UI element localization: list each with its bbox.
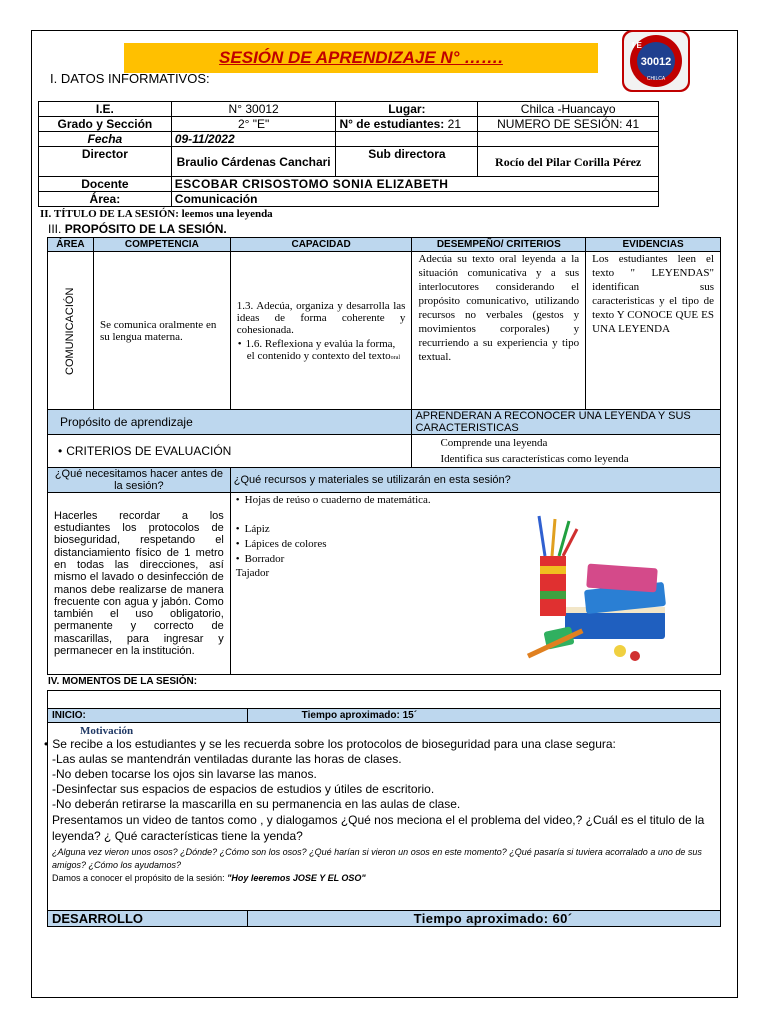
momento-line-8-pre: Damos a conocer el propósito de la sesión:	[52, 873, 228, 883]
logo-sub-text: CHILCA	[646, 76, 666, 82]
momento-line-3: -No deben tocarse los ojos sin lavarse las manos.	[52, 767, 317, 781]
subdirectora-value: Rocío del Pilar Corilla Pérez	[478, 147, 659, 177]
criterios-label: CRITERIOS DE EVALUACIÓN	[66, 444, 232, 458]
director-label: Director	[39, 147, 172, 177]
momento-line-6: Presentamos un video de tantos como , y dialogamos ¿Qué nos meciona el el problema del video,? ¿Cuál es el titulo de la leyenda? ¿ Qué características tiene la yenda?	[52, 813, 705, 843]
header-desempeno: DESEMPEÑO/ CRITERIOS	[412, 238, 586, 252]
docente-label: Docente	[39, 177, 172, 192]
criterios-values-cell	[412, 435, 721, 468]
capacidad-cell	[230, 252, 412, 410]
momento-line-1-wrap	[44, 737, 708, 752]
desarrollo-label: DESARROLLO	[48, 911, 248, 927]
grado-label: Grado y Sección	[39, 117, 172, 132]
area-vertical-text: COMUNICACIÓN	[64, 286, 77, 375]
momento-line-7: ¿Alguna vez vieron unos osos? ¿Dónde? ¿Cómo son los osos? ¿Qué harían si vieron un osos en este momento? ¿Qué pasaría si tuviera acorralado a uno de sus amigos? ¿Cómo los ayudamos?	[52, 847, 702, 870]
momento-line-8	[52, 872, 716, 885]
momento-line-8-bold: "Hoy leeremos JOSE Y EL OSO"	[227, 873, 366, 883]
lugar-value: Chilca -Huancayo	[478, 102, 659, 117]
bullet	[44, 737, 52, 751]
criterios-label-wrap	[54, 444, 408, 458]
desempeno-cell: Adecúa su texto oral leyenda a la situación comunicativa y a sus interlocutores considerando el propósito comunicativo, utilizando recursos no verbales (gestos y movimientos corporales) y recurriendo a su experiencia y tipo textual.	[412, 252, 586, 410]
inicio-time: Tiempo aproximado: 15´	[247, 709, 720, 723]
competencia-cell: Se comunica oralmente en su lengua materna.	[93, 252, 230, 410]
recurso-item: • Borrador	[236, 552, 717, 567]
recurso-item: • Lápices de colores	[236, 537, 717, 552]
criterio-1: Comprende una leyenda	[440, 437, 548, 449]
proposito-heading-label: PROPÓSITO DE LA SESIÓN.	[64, 222, 227, 236]
momento-line-5: -No deberán retirarse la mascarilla en su permanencia en las aulas de clase.	[52, 797, 461, 811]
header-evidencias: EVIDENCIAS	[586, 238, 721, 252]
capacidad-2-wrap	[237, 338, 406, 362]
desarrollo-time: Tiempo aproximado: 60´	[247, 911, 720, 927]
school-supplies-image	[525, 511, 680, 671]
titulo-sesion	[40, 208, 273, 220]
docente-value: ESCOBAR CRISOSTOMO SONIA ELIZABETH	[171, 177, 658, 192]
empty-cell	[336, 132, 478, 147]
recurso-tajador: Tajador	[235, 567, 270, 579]
bullet	[238, 338, 246, 350]
inicio-content	[48, 723, 721, 911]
pregunta-recursos: ¿Qué recursos y materiales se utilizarán en esta sesión?	[230, 468, 720, 493]
momentos-table	[47, 690, 721, 927]
momentos-empty-row	[48, 691, 721, 709]
fecha-label: Fecha	[39, 132, 172, 147]
num-estudiantes-cell	[336, 117, 478, 132]
momentos-heading: IV. MOMENTOS DE LA SESIÓN:	[48, 676, 198, 687]
capacidad-2: 1.6. Reflexiona y evalúa la forma, el contenido y contexto del texto	[245, 337, 396, 362]
proposito-table	[47, 237, 721, 675]
num-estudiantes-value: 21	[447, 117, 462, 131]
proposito-aprendizaje-label: Propósito de aprendizaje	[48, 410, 412, 435]
evidencias-cell: Los estudiantes leen el texto " LEYENDAS" identifican sus caracteristicas y el tipo de texto Y CONOCE QUE ES UNA LEYENDA	[586, 252, 721, 410]
ie-value: N° 30012	[171, 102, 336, 117]
header-capacidad: CAPACIDAD	[230, 238, 412, 252]
fecha-value: 09-11/2022	[171, 132, 336, 147]
momento-line-2: -Las aulas se mantendrán ventiladas durante las horas de clases.	[52, 752, 402, 766]
criterio-2: Identifica sus características como leyenda	[440, 453, 629, 465]
datos-informativos-heading: I. DATOS INFORMATIVOS:	[50, 71, 210, 86]
pregunta-antes: ¿Qué necesitamos hacer antes de la sesión?	[48, 468, 231, 493]
capacidad-2-small: oral	[390, 354, 400, 361]
grado-value: 2° "E"	[171, 117, 336, 132]
proposito-aprendizaje-value: APRENDERAN A RECONOCER UNA LEYENDA Y SUS CARACTERISTICAS	[412, 410, 721, 435]
recurso-item: • Hojas de reúso o cuaderno de matemática.	[236, 493, 717, 508]
num-estudiantes-label: N° de estudiantes:	[339, 117, 445, 131]
antes-cell: Hacerles recordar a los estudiantes los protocolos de bioseguridad, respetando el distanciamiento físico de 1 metro en todas las direcciones, así mismo el lavado o desinfección de manos debe realizarse de manera frecuente con agua y jabón. Como también el uso obligatorio, permanente y correcto de mascarillas, para ingresar y permanecer en la institución.	[48, 493, 231, 675]
titulo-sesion-value: leemos una leyenda	[181, 208, 273, 220]
titulo-sesion-label: II. TÍTULO DE LA SESIÓN:	[40, 208, 179, 220]
empty-cell	[478, 132, 659, 147]
capacidad-1: 1.3. Adecúa, organiza y desarrolla las ideas de forma coherente y cohesionada.	[236, 299, 406, 336]
session-title: SESIÓN DE APRENDIZAJE N° …….	[124, 43, 598, 73]
proposito-roman: III.	[48, 222, 62, 236]
ie-label: I.E.	[39, 102, 172, 117]
director-value: Braulio Cárdenas Canchari	[171, 147, 336, 177]
school-logo-icon	[620, 28, 692, 94]
bullet	[58, 444, 66, 458]
recurso-item: • Lápiz	[236, 522, 717, 537]
momento-line-1: Se recibe a los estudiantes y se les recuerda sobre los protocolos de bioseguridad para una clase segura:	[52, 737, 616, 751]
header-competencia: COMPETENCIA	[93, 238, 230, 252]
motivacion-heading: Motivación	[80, 725, 134, 737]
recursos-cell	[230, 493, 720, 675]
lugar-label: Lugar:	[336, 102, 478, 117]
numero-sesion: NUMERO DE SESIÓN: 41	[478, 117, 659, 132]
area-label: Área:	[39, 192, 172, 207]
area-cell	[48, 252, 94, 410]
inicio-label: INICIO:	[48, 709, 248, 723]
area-value: Comunicación	[171, 192, 658, 207]
header-area: ÁREA	[48, 238, 94, 252]
momento-line-4: -Desinfectar sus espacios de espacios de estudios y útiles de escritorio.	[52, 782, 435, 796]
proposito-heading	[48, 222, 227, 236]
logo-top-text: I E	[632, 41, 642, 50]
logo-number: 30012	[640, 56, 672, 68]
subdirectora-label: Sub directora	[336, 147, 478, 177]
info-table	[38, 101, 659, 207]
criterios-label-cell	[48, 435, 412, 468]
